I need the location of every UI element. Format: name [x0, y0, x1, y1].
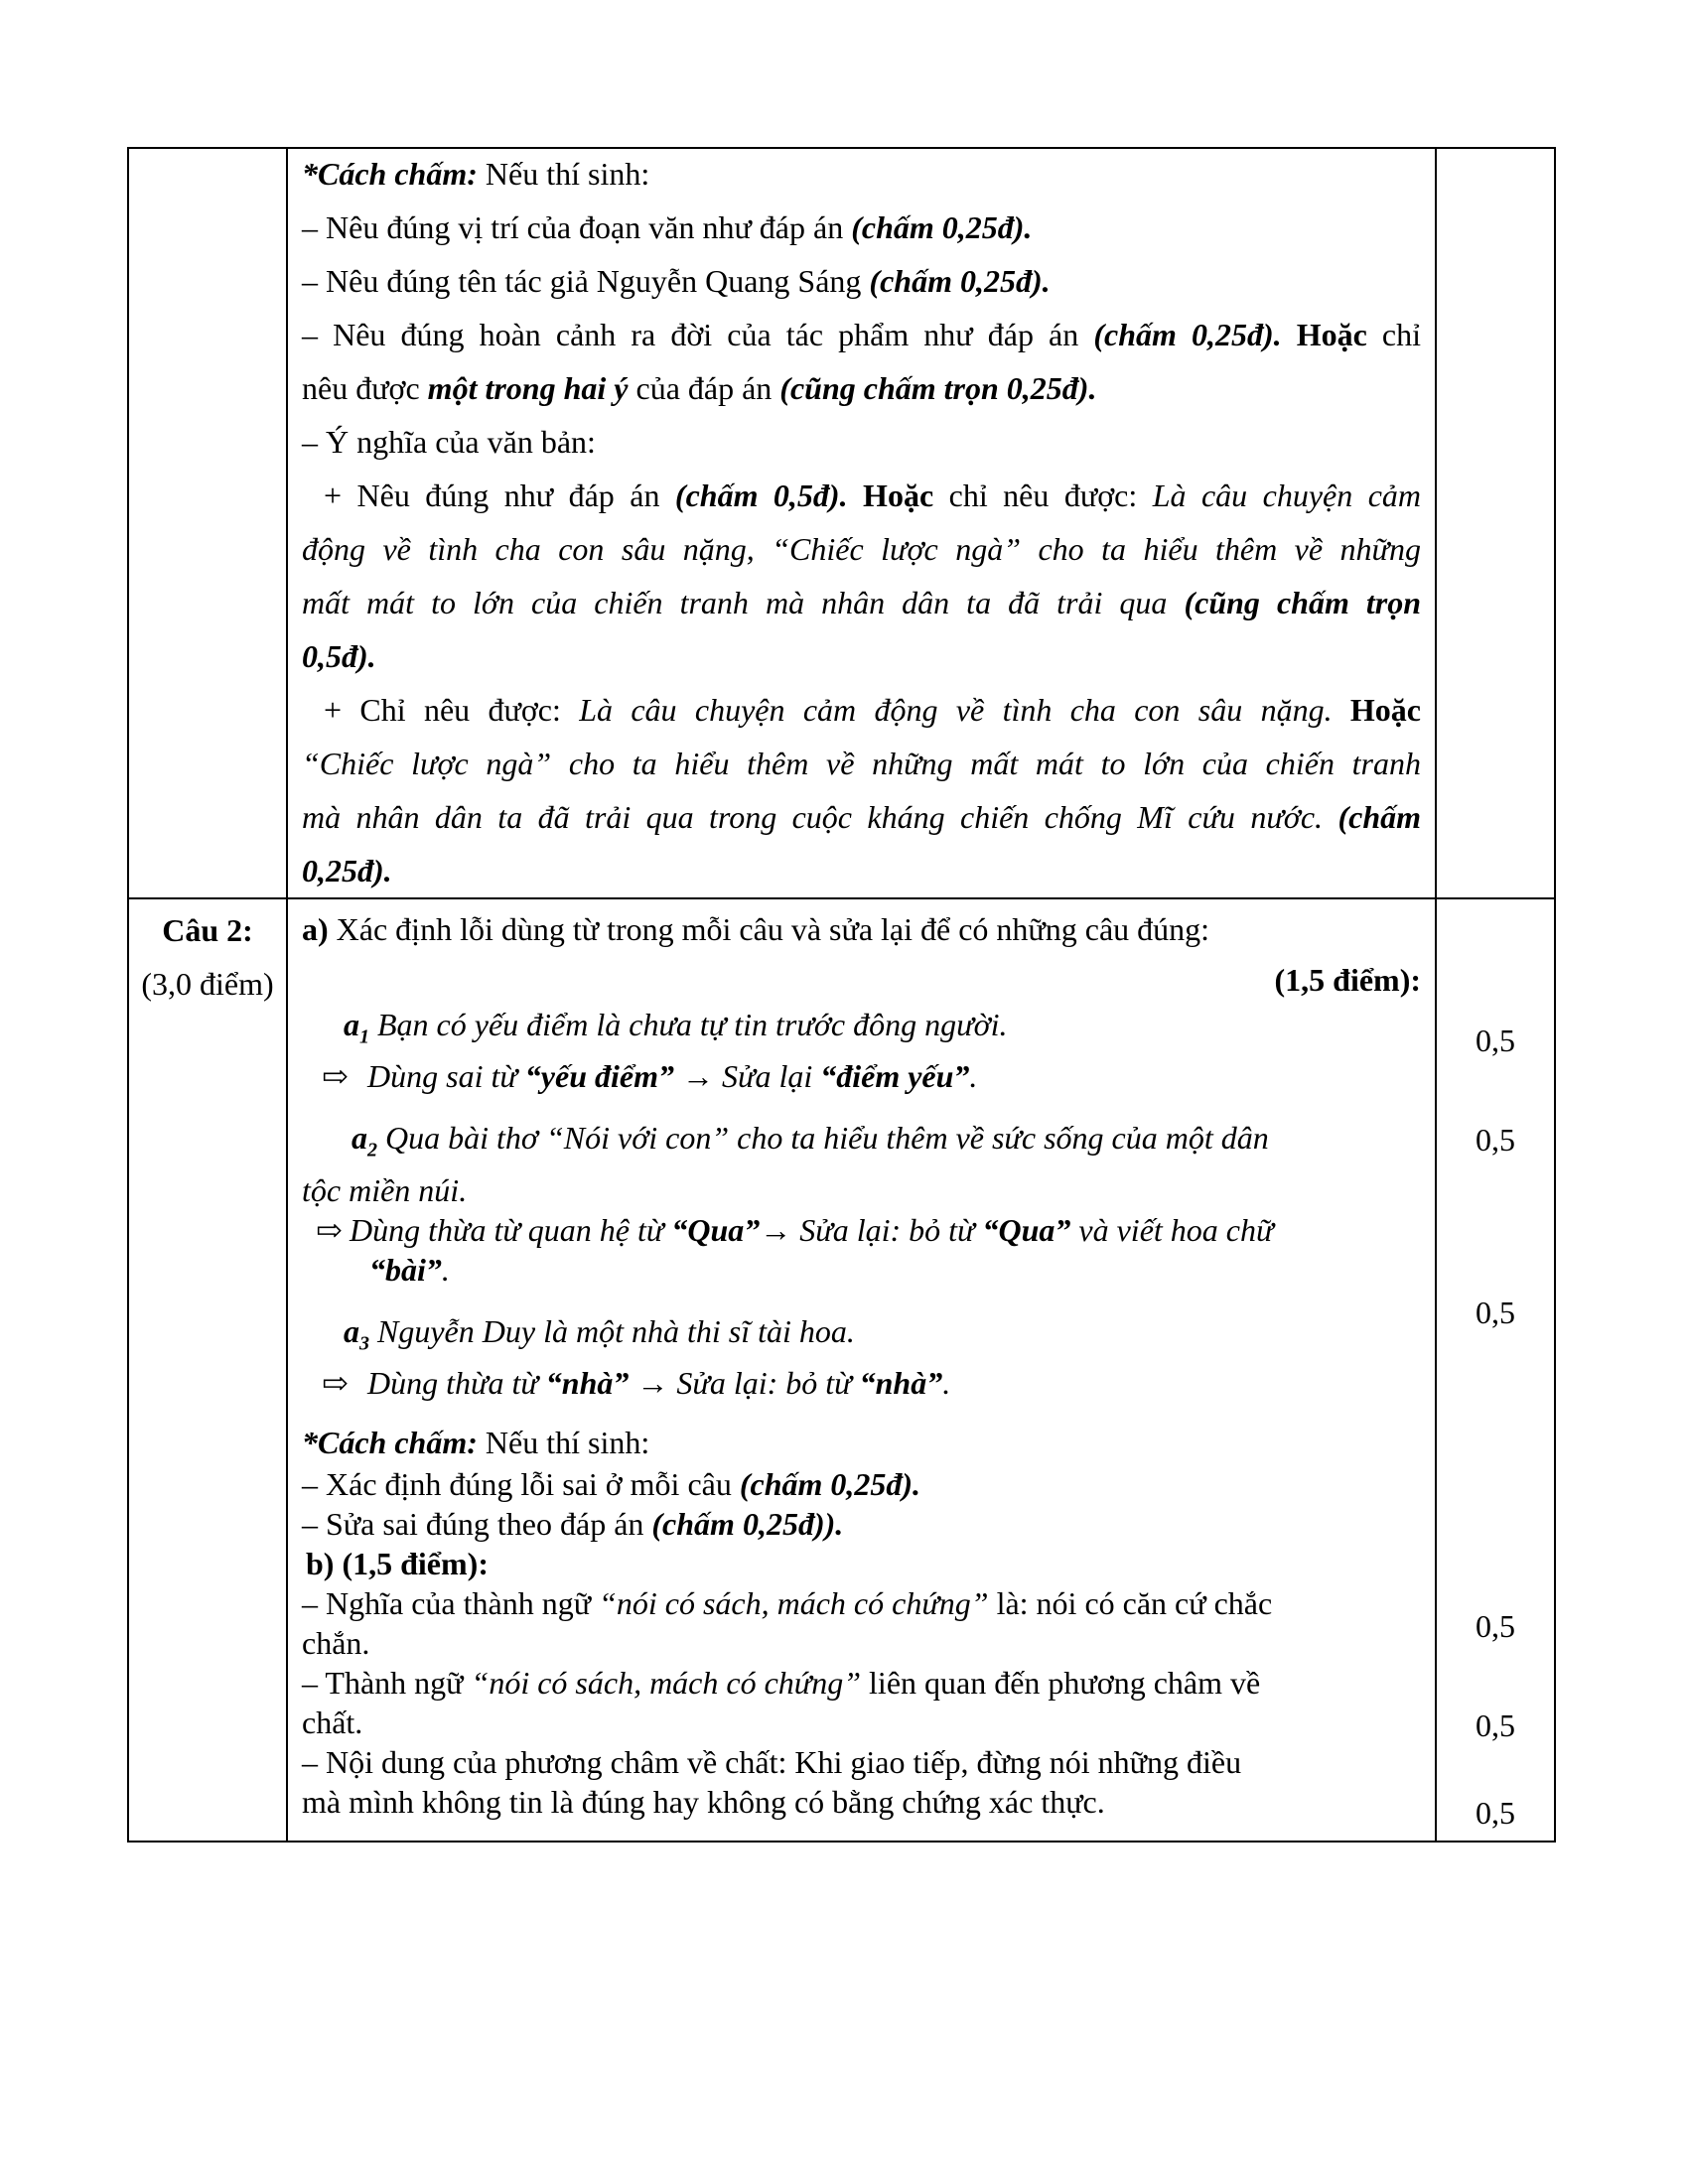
text: (chấm 0,25đ)). — [651, 1506, 844, 1543]
grading-intro: Nếu thí sinh: — [477, 1425, 650, 1461]
text: a — [344, 1312, 359, 1349]
content-cell — [287, 148, 1436, 898]
score-cell — [1436, 148, 1555, 898]
score-value: 0,5 — [1476, 1023, 1515, 1058]
text: Là câu chuyện cảm động về tình cha con sâu nặng. — [579, 692, 1333, 728]
text: – Nghĩa của thành ngữ — [302, 1585, 600, 1622]
score-value: 0,5 — [1476, 1295, 1515, 1330]
content-cell — [287, 898, 1436, 1842]
text: (chấm 0,25đ). — [1093, 317, 1282, 352]
text: (cũng chấm trọn — [1184, 585, 1422, 620]
text: mà nhân dân ta đã trải qua trong cuộc kháng chiến chống Mĩ cứu nước. — [302, 799, 1324, 835]
text: . — [942, 1365, 951, 1402]
score-value: 0,5 — [1476, 1707, 1515, 1743]
text: “điểm yếu” — [820, 1058, 970, 1095]
text: “nhà” — [545, 1365, 630, 1402]
text: “nhà” — [859, 1365, 943, 1402]
text: (chấm 0,5đ). — [674, 478, 848, 513]
text: – Nội dung của phương châm về chất: Khi giao tiếp, đừng nói những điều — [302, 1744, 1242, 1781]
text: của đáp án — [628, 370, 780, 406]
text: “yếu điểm” — [524, 1058, 674, 1095]
text: – Sửa sai đúng theo đáp án — [302, 1506, 652, 1543]
arrow-right-icon: ⇨ — [322, 1365, 349, 1402]
text: (cũng chấm trọn 0,25đ). — [779, 370, 1097, 406]
text: 2 — [367, 1139, 377, 1161]
text: – Thành ngữ — [302, 1665, 472, 1702]
text: “nói có sách, mách có chứng” — [599, 1585, 989, 1622]
question-cell — [128, 898, 287, 1842]
section-points: (1,5 điểm): — [1274, 962, 1421, 998]
text: Hoặc — [1281, 317, 1367, 352]
section-title: b) (1,5 điểm): — [306, 1546, 489, 1582]
text: + Chỉ nêu được: — [324, 692, 580, 728]
text: Dùng thừa từ quan hệ từ — [350, 1211, 672, 1248]
text: “bài” — [369, 1251, 442, 1288]
text: . — [441, 1251, 450, 1288]
table-row — [128, 148, 1555, 898]
arrow-right-icon: ⇨ — [316, 1211, 343, 1248]
question-cell — [128, 148, 287, 898]
text: 0,25đ). — [302, 853, 392, 888]
text: (chấm — [1323, 799, 1422, 835]
grading-title: *Cách chấm: — [302, 1425, 478, 1461]
text: Hoặc — [1332, 692, 1422, 728]
text: . — [969, 1058, 978, 1095]
text: Dùng thừa từ — [367, 1365, 546, 1402]
text: Bạn có yếu điểm là chưa tự tin trước đông người. — [369, 1007, 1008, 1042]
text: “Qua” — [671, 1211, 761, 1248]
text: “Qua” — [982, 1211, 1071, 1248]
text: a — [344, 1007, 359, 1042]
text: chất. — [302, 1705, 363, 1741]
text: mất mát to lớn của chiến tranh mà nhân dân ta đã trải qua — [302, 585, 1185, 620]
text: động về tình cha con sâu nặng, “Chiếc lược ngà” cho ta hiểu thêm về những — [302, 531, 1421, 567]
text: – Nêu đúng hoàn cảnh ra đời của tác phẩm như đáp án — [302, 317, 1094, 352]
answer-table — [127, 147, 1556, 1843]
text: 3 — [359, 1332, 369, 1355]
text: Dùng sai từ — [367, 1058, 525, 1095]
text: → Sửa lại — [673, 1058, 821, 1095]
text: mà mình không tin là đúng hay không có bằng chứng xác thực. — [302, 1784, 1105, 1821]
text: – Nêu đúng tên tác giả Nguyễn Quang Sáng — [302, 263, 870, 299]
text: a) — [302, 911, 329, 947]
question-title: Câu 2: — [162, 912, 253, 948]
grading-intro: Nếu thí sinh: — [477, 156, 650, 192]
text: + Nêu đúng như đáp án — [324, 478, 675, 513]
text: Hoặc — [847, 478, 934, 513]
text: – Nêu đúng vị trí của đoạn văn như đáp án — [302, 209, 852, 245]
score-cell — [1436, 898, 1555, 1842]
text: Qua bài thơ “Nói với con” cho ta hiểu thêm về sức sống của một dân — [377, 1120, 1269, 1157]
text: là: nói có căn cứ chắc — [988, 1585, 1273, 1622]
text: “Chiếc lược ngà” cho ta hiểu thêm về những mất mát to lớn của chiến tranh — [302, 746, 1421, 781]
text: (chấm 0,25đ). — [851, 209, 1033, 245]
text: liên quan đến phương châm về — [861, 1665, 1261, 1702]
table-row — [128, 898, 1555, 1842]
text: và viết hoa chữ — [1070, 1211, 1274, 1248]
text: chỉ nêu được: — [933, 478, 1153, 513]
text: một trong hai ý — [427, 370, 629, 406]
text: chỉ — [1366, 317, 1422, 352]
text: tộc miền núi. — [302, 1171, 468, 1208]
text: “nói có sách, mách có chứng” — [471, 1665, 862, 1702]
text: – Ý nghĩa của văn bản: — [302, 424, 596, 460]
text: 0,5đ). — [302, 638, 376, 674]
text: → Sửa lại: bỏ từ — [760, 1211, 983, 1248]
text: nêu được — [302, 370, 428, 406]
text: → Sửa lại: bỏ từ — [629, 1365, 860, 1402]
score-value: 0,5 — [1476, 1795, 1515, 1831]
score-value: 0,5 — [1476, 1122, 1515, 1158]
grading-title: *Cách chấm: — [302, 156, 478, 192]
text: Là câu chuyện cảm — [1152, 478, 1422, 513]
score-value: 0,5 — [1476, 1608, 1515, 1644]
text: (chấm 0,25đ). — [739, 1466, 921, 1503]
text: a — [352, 1120, 367, 1157]
text: Xác định lỗi dùng từ trong mỗi câu và sửa lại để có những câu đúng: — [328, 911, 1210, 947]
text: chắn. — [302, 1625, 370, 1662]
text: 1 — [359, 1025, 369, 1048]
arrow-right-icon: ⇨ — [322, 1058, 349, 1095]
text: Nguyễn Duy là một nhà thi sĩ tài hoa. — [369, 1312, 855, 1349]
question-points: (3,0 điểm) — [141, 966, 274, 1002]
text: – Xác định đúng lỗi sai ở mỗi câu — [302, 1466, 740, 1503]
text: (chấm 0,25đ). — [869, 263, 1051, 299]
